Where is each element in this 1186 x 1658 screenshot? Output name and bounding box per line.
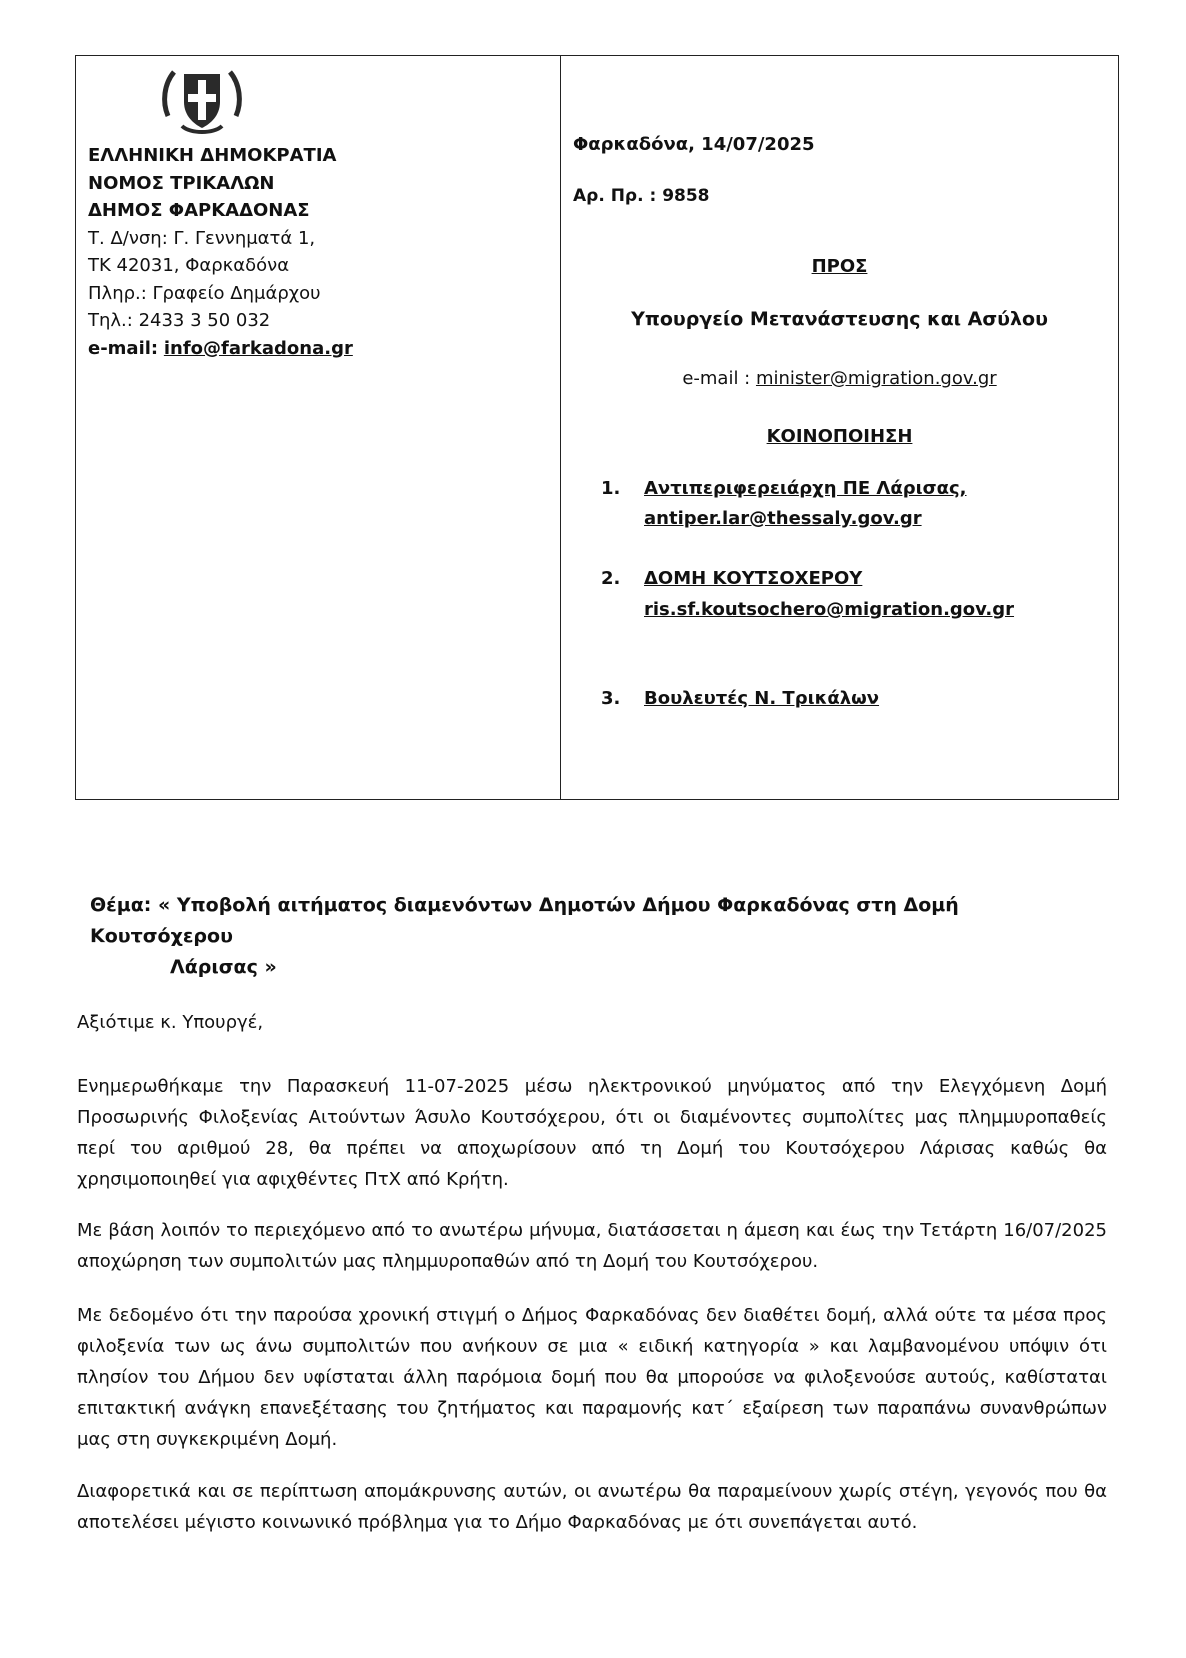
subject-block (90, 890, 1106, 983)
cc-item-name: ΔΟΜΗ ΚΟΥΤΣΟΧΕΡΟΥ (644, 568, 863, 589)
to-heading: ΠΡΟΣ (811, 256, 868, 277)
cc-item-email[interactable]: ris.sf.koutsochero@migration.gov.gr (644, 599, 1015, 620)
recipient-email-line (561, 368, 1118, 389)
cc-item-number: 1. (601, 478, 621, 499)
salutation: Αξιότιμε κ. Υπουργέ, (77, 1012, 264, 1033)
protocol-number: Αρ. Πρ. : 9858 (573, 186, 710, 206)
info-line: Πληρ.: Γραφείο Δημάρχου (88, 282, 321, 304)
cc-item-number: 3. (601, 688, 621, 709)
letterhead-box (75, 55, 1119, 800)
subject-line-1: Θέμα: « Υποβολή αιτήματος διαμενόντων Δημοτών Δήμου Φαρκαδόνας στη Δομή Κουτσόχερου (90, 894, 959, 947)
body-paragraph: Με βάση λοιπόν το περιεχόμενο από το ανωτέρω μήνυμα, διατάσσεται η άμεση και έως την Τετάρτη 16/07/2025 αποχώρηση των συμπολιτών μας πλημμυροπαθών από τη Δομή του Κουτσόχερου. (77, 1220, 1107, 1272)
place-date: Φαρκαδόνα, 14/07/2025 (573, 134, 815, 155)
greek-coat-of-arms-icon (160, 64, 244, 136)
postal-line: ΤΚ 42031, Φαρκαδόνα (88, 255, 290, 276)
sender-email-link[interactable]: info@farkadona.gr (163, 337, 353, 359)
recipient-email-label: e-mail : (682, 368, 751, 389)
sender-email-label: e-mail: (88, 337, 159, 359)
prefecture-name: ΝΟΜΟΣ ΤΡΙΚΑΛΩΝ (88, 172, 275, 194)
cc-item-email[interactable]: antiper.lar@thessaly.gov.gr (644, 508, 922, 529)
municipality-name: ΔΗΜΟΣ ΦΑΡΚΑΔΟΝΑΣ (88, 200, 310, 221)
body-paragraph: Με δεδομένο ότι την παρούσα χρονική στιγμή ο Δήμος Φαρκαδόνας δεν διαθέτει δομή, αλλά ούτε τα μέσα προς φιλοξενία των ως άνω συμπολιτών που ανήκουν σε μια « ειδική κατηγορία » και λαμβανομένου υπόψιν ότι πλησίον του Δήμου δεν υφίσταται άλλη παρόμοια δομή που θα μπορούσε να φιλοξενούσε αυτούς, καθίσταται επιτακτική ανάγκη επανεξέτασης του ζητήματος και παραμονής κατ΄ εξαίρεση των παραπάνω συνανθρώπων μας στη συγκεκριμένη Δομή. (77, 1305, 1107, 1450)
recipient-name: Υπουργείο Μετανάστευσης και Ασύλου (631, 308, 1048, 330)
address-line: Τ. Δ/νση: Γ. Γεννηματά 1, (88, 227, 316, 249)
subject-line-2: Λάρισας » (170, 956, 277, 978)
recipient-block (561, 56, 1118, 799)
sender-email-line (88, 335, 548, 363)
cc-item-name: Αντιπεριφερειάρχη ΠΕ Λάρισας, (644, 478, 967, 499)
phone-line: Τηλ.: 2433 3 50 032 (88, 310, 271, 331)
body-paragraph: Ενημερωθήκαμε την Παρασκευή 11-07-2025 μέσω ηλεκτρονικού μηνύματος από την Ελεγχόμενη Δομή Προσωρινής Φιλοξενίας Αιτούντων Άσυλο Κουτσόχερου, ότι οι διαμένοντες συμπολίτες μας πλημμυροπαθείς περί του αριθμού 28, θα πρέπει να αποχωρίσουν από τη Δομή του Κουτσόχερου Λάρισας καθώς θα χρησιμοποιηθεί για αφιχθέντες ΠτΧ από Κρήτη. (77, 1076, 1107, 1190)
recipient-email-link[interactable]: minister@migration.gov.gr (755, 368, 997, 389)
state-name: ΕΛΛΗΝΙΚΗ ΔΗΜΟΚΡΑΤΙΑ (88, 145, 337, 166)
cc-item-number: 2. (601, 568, 621, 589)
body-paragraph: Διαφορετικά και σε περίπτωση απομάκρυνσης αυτών, οι ανωτέρω θα παραμείνουν χωρίς στέγη, γεγονός που θα αποτελέσει μέγιστο κοινωνικό πρόβλημα για το Δήμο Φαρκαδόνας με ότι συνεπάγεται αυτό. (77, 1481, 1107, 1533)
cc-item-name: Βουλευτές Ν. Τρικάλων (644, 688, 880, 709)
cc-heading: ΚΟΙΝΟΠΟΙΗΣΗ (766, 426, 913, 447)
